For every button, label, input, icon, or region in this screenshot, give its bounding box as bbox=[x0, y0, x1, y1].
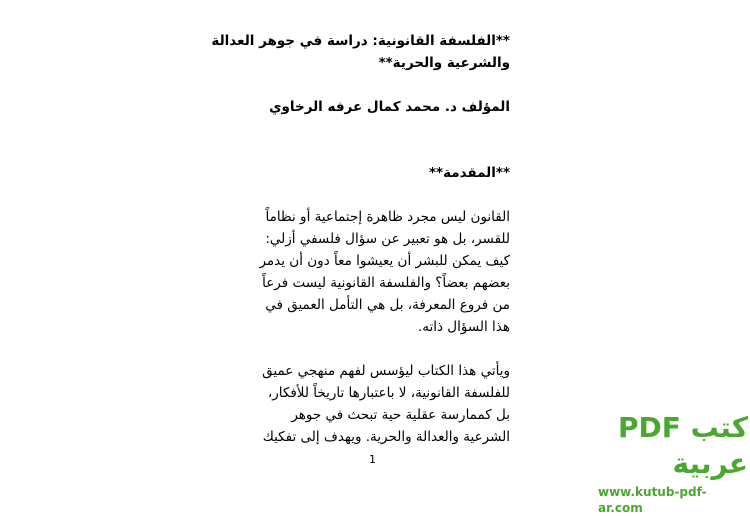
spacer bbox=[220, 74, 510, 96]
spacer bbox=[220, 338, 510, 360]
paragraph-line: الشرعية والعدالة والحرية. ويهدف إلى تفكيك bbox=[262, 429, 510, 445]
paragraph-line: كيف يمكن للبشر أن يعيشوا معاً دون أن يدمر bbox=[259, 253, 510, 269]
paragraph-line: من فروع المعرفة، بل هي التأمل العميق في bbox=[265, 297, 510, 313]
spacer bbox=[220, 184, 510, 206]
watermark-url: www.kutub-pdf-ar.com bbox=[598, 485, 707, 515]
spacer bbox=[220, 118, 510, 162]
watermark-logo bbox=[598, 410, 748, 516]
author-line: المؤلف د. محمد كمال عرفه الرخاوي bbox=[269, 99, 510, 115]
page-number: 1 bbox=[369, 453, 376, 466]
paragraph-line: بل كممارسة عقلية حية تبحث في جوهر bbox=[291, 407, 510, 423]
paragraph-line: للفلسفة القانونية، لا باعتبارها تاريخاً للأفكار، bbox=[267, 385, 510, 401]
paragraph-line: القانون ليس مجرد ظاهرة إجتماعية أو نظاماً bbox=[265, 209, 510, 225]
section-heading: **المقدمة** bbox=[428, 165, 510, 181]
paragraph-line: للقسر، بل هو تعبير عن سؤال فلسفي أزلي: bbox=[265, 231, 510, 247]
paragraph-line: ويأتي هذا الكتاب ليؤسس لفهم منهجي عميق bbox=[262, 363, 510, 379]
paragraph-line: هذا السؤال ذاته. bbox=[417, 319, 510, 335]
title-line: والشرعية والحرية** bbox=[378, 55, 510, 71]
title-line: **الفلسفة القانونية: دراسة في جوهر العدالة bbox=[211, 33, 510, 49]
document-body bbox=[211, 30, 510, 448]
watermark-title: كتب PDF عربية bbox=[618, 411, 748, 480]
paragraph-line: بعضهم بعضاً؟ والفلسفة القانونية ليست فرعاً bbox=[262, 275, 510, 291]
